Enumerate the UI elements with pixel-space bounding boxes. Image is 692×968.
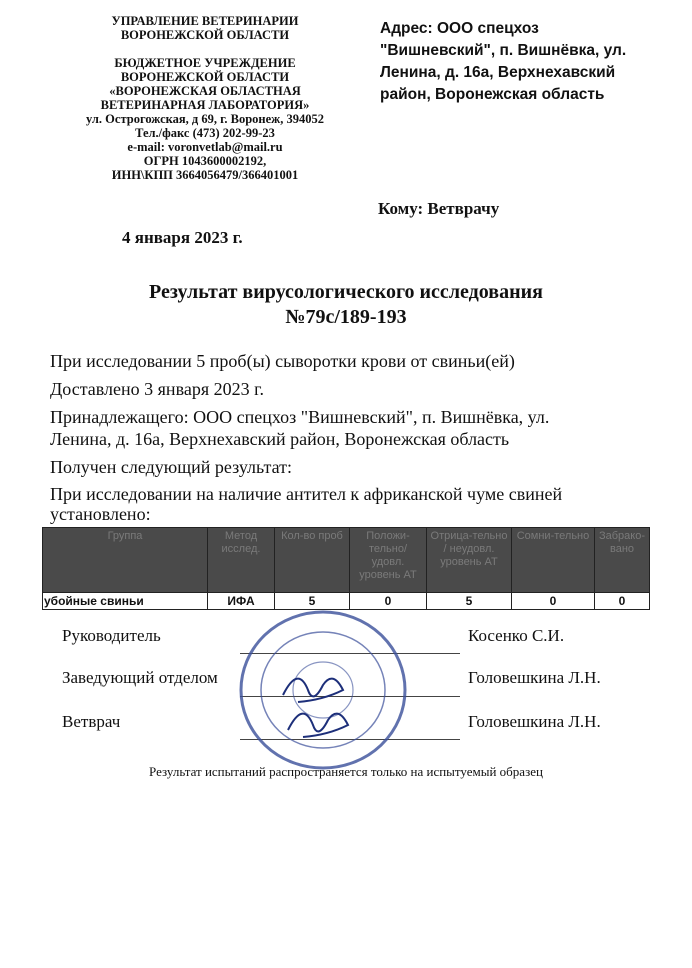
cell: ИФА bbox=[208, 593, 275, 610]
org-line: ВЕТЕРИНАРНАЯ ЛАБОРАТОРИЯ» bbox=[100, 98, 310, 112]
cell: 5 bbox=[427, 593, 512, 610]
body-text: При исследовании 5 проб(ы) сыворотки крови от свиньи(ей) bbox=[50, 351, 515, 371]
column-header: Отрица-тельно / неудовл. уровень АТ bbox=[427, 528, 512, 593]
column-header: Кол-во проб bbox=[275, 528, 350, 593]
org-line: «ВОРОНЕЖСКАЯ ОБЛАСТНАЯ bbox=[109, 84, 301, 98]
results-table bbox=[42, 527, 650, 610]
body-text: Доставлено 3 января 2023 г. bbox=[50, 379, 264, 399]
recipient-address: Адрес: ООО спецхоз "Вишневский", п. Вишнёвка, ул. Ленина, д. 16а, Верхнехавский район, Воронежская область bbox=[380, 20, 627, 103]
org-line: УПРАВЛЕНИЕ ВЕТЕРИНАРИИ bbox=[111, 14, 299, 28]
body-text: При исследовании на наличие антител к африканской чуме свиней установлено: bbox=[50, 484, 563, 524]
signature-role: Заведующий отделом bbox=[62, 668, 218, 687]
column-header: Сомни-тельно bbox=[512, 528, 595, 593]
document-title bbox=[0, 280, 692, 330]
cell: 5 bbox=[275, 593, 350, 610]
body-text: Получен следующий результат: bbox=[50, 457, 293, 477]
org-line: ВОРОНЕЖСКОЙ ОБЛАСТИ bbox=[120, 28, 290, 42]
title-line: Результат вирусологического исследования bbox=[149, 281, 543, 303]
signature-name: Косенко С.И. bbox=[468, 626, 565, 645]
cell: 0 bbox=[350, 593, 427, 610]
recipient: Кому: Ветврачу bbox=[378, 199, 500, 218]
official-stamp bbox=[228, 600, 418, 780]
org-ogrn: ОГРН 1043600002192, bbox=[143, 154, 267, 168]
org-email: e-mail: voronvetlab@mail.ru bbox=[127, 140, 283, 154]
column-header: Группа bbox=[43, 528, 208, 593]
org-phone: Тел./факс (473) 202-99-23 bbox=[135, 126, 275, 140]
document-number: №79с/189-193 bbox=[285, 306, 407, 328]
footer-note: Результат испытаний распространяется только на испытуемый образец bbox=[149, 764, 543, 779]
org-inn: ИНН\КПП 3664056479/366401001 bbox=[111, 168, 299, 182]
cell: 0 bbox=[595, 593, 650, 610]
org-line: БЮДЖЕТНОЕ УЧРЕЖДЕНИЕ bbox=[114, 56, 296, 70]
org-address: ул. Острогожская, д 69, г. Воронеж, 394052 bbox=[85, 112, 324, 126]
body-text: Принадлежащего: ООО спецхоз "Вишневский", п. Вишнёвка, ул. Ленина, д. 16а, Верхнехавский район, Воронежская область bbox=[50, 407, 550, 449]
signature-name: Головешкина Л.Н. bbox=[468, 712, 601, 731]
organization-header bbox=[80, 14, 330, 182]
signature-role: Руководитель bbox=[62, 626, 161, 645]
table-header-row bbox=[43, 528, 650, 593]
document-date: 4 января 2023 г. bbox=[122, 228, 243, 247]
column-header: Забрако-вано bbox=[595, 528, 650, 593]
signature-role: Ветврач bbox=[62, 712, 121, 731]
org-line: ВОРОНЕЖСКОЙ ОБЛАСТИ bbox=[120, 70, 290, 84]
column-header: Метод исслед. bbox=[208, 528, 275, 593]
cell: убойные свиньи bbox=[43, 593, 208, 610]
column-header: Положи-тельно/ удовл. уровень АТ bbox=[350, 528, 427, 593]
cell: 0 bbox=[512, 593, 595, 610]
signature-name: Головешкина Л.Н. bbox=[468, 668, 601, 687]
